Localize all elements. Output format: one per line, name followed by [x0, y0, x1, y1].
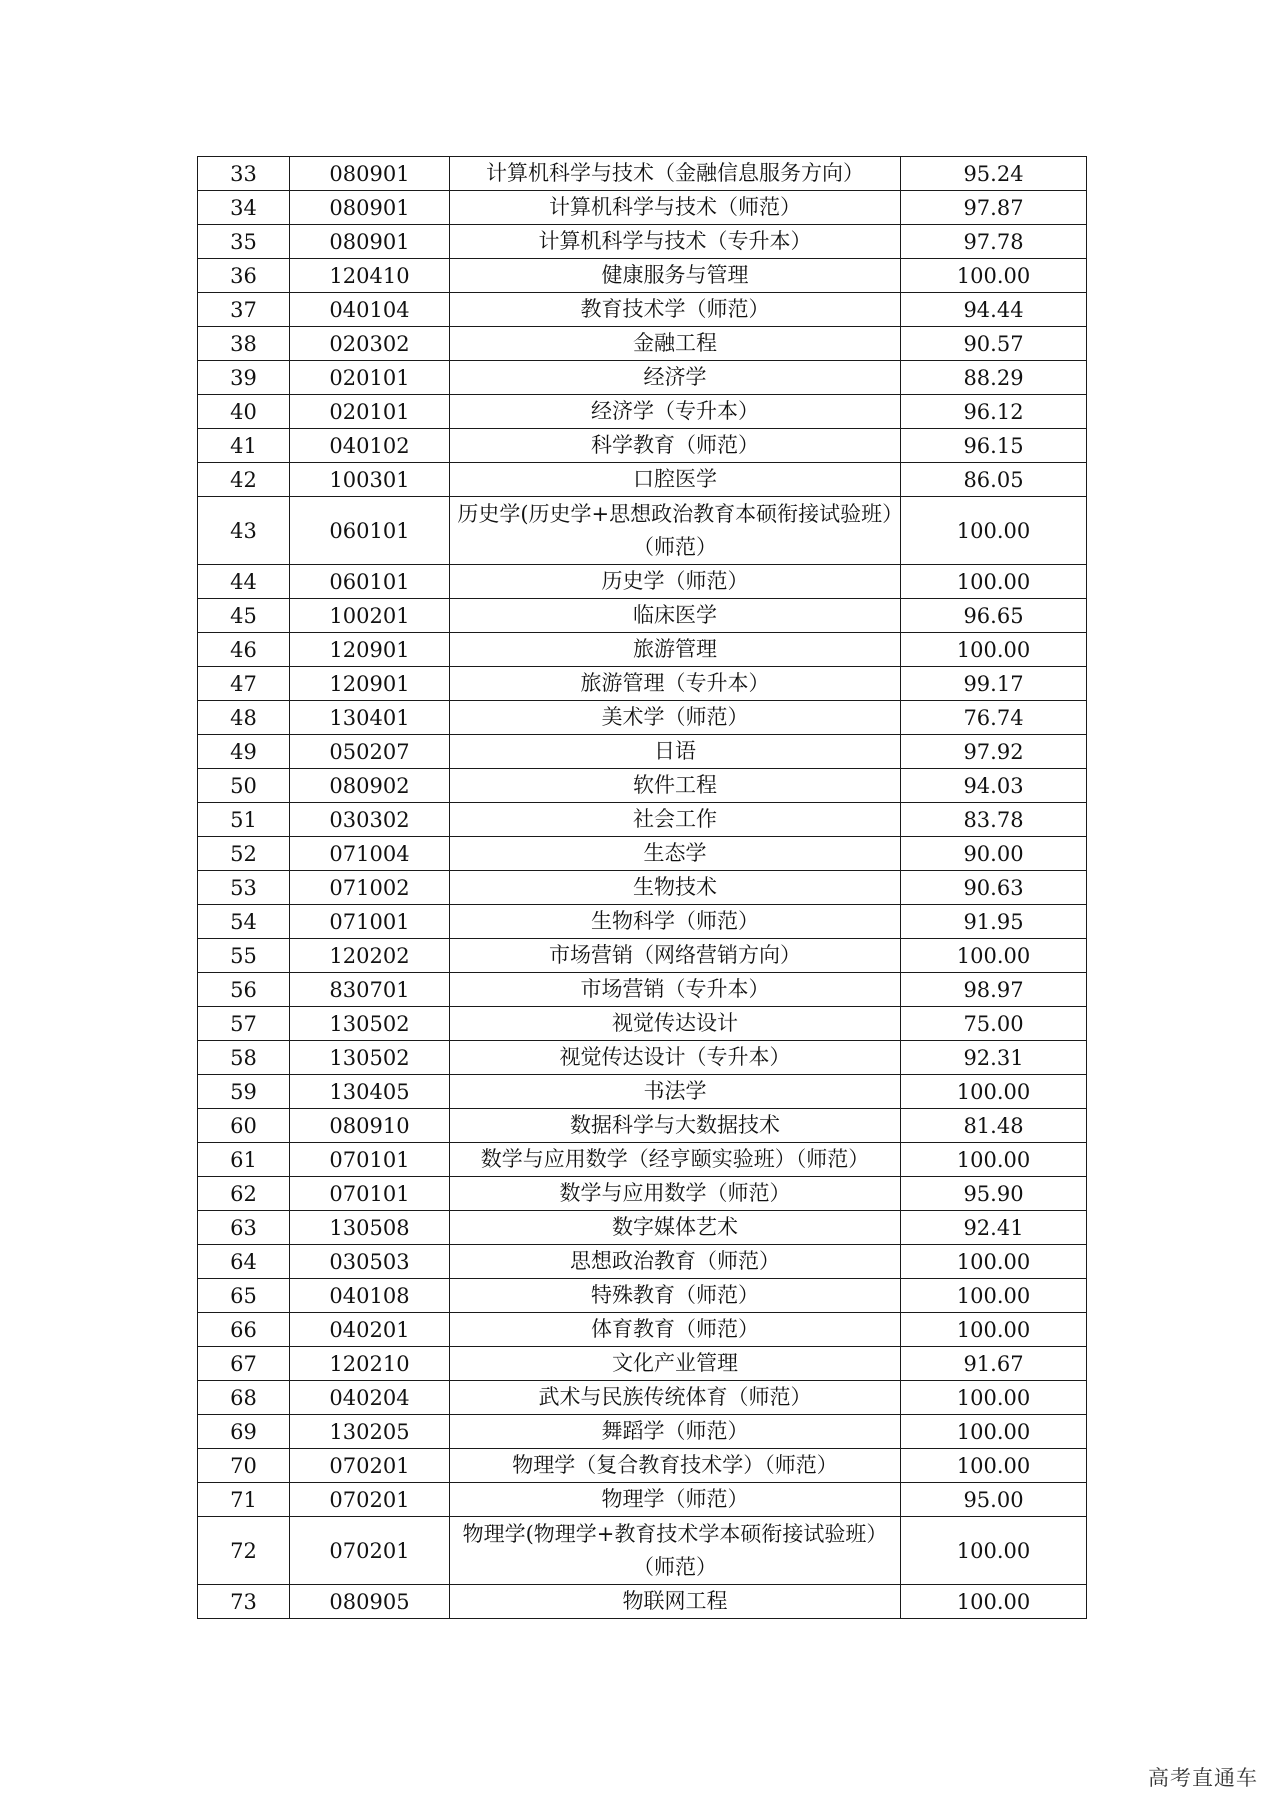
row-number: 37 [198, 293, 290, 327]
table-row [198, 837, 1087, 871]
row-number: 44 [198, 565, 290, 599]
row-number: 33 [198, 157, 290, 191]
table-row [198, 361, 1087, 395]
major-code: 030503 [290, 1245, 450, 1279]
table-row [198, 871, 1087, 905]
rate-value: 96.12 [901, 395, 1087, 429]
row-number: 69 [198, 1415, 290, 1449]
major-name: 教育技术学（师范） [450, 293, 901, 327]
major-code: 071004 [290, 837, 450, 871]
row-number: 45 [198, 599, 290, 633]
rate-value: 96.15 [901, 429, 1087, 463]
major-name: 计算机科学与技术（金融信息服务方向） [450, 157, 901, 191]
major-code: 070201 [290, 1517, 450, 1585]
major-name: 体育教育（师范） [450, 1313, 901, 1347]
rate-value: 95.00 [901, 1483, 1087, 1517]
major-name: 旅游管理 [450, 633, 901, 667]
row-number: 70 [198, 1449, 290, 1483]
table-row [198, 1585, 1087, 1619]
row-number: 66 [198, 1313, 290, 1347]
row-number: 59 [198, 1075, 290, 1109]
major-name: 物理学（复合教育技术学）（师范） [450, 1449, 901, 1483]
table-row [198, 565, 1087, 599]
row-number: 53 [198, 871, 290, 905]
major-code: 080910 [290, 1109, 450, 1143]
rate-value: 100.00 [901, 1449, 1087, 1483]
rate-value: 97.87 [901, 191, 1087, 225]
rate-value: 100.00 [901, 1517, 1087, 1585]
major-name: 市场营销（专升本） [450, 973, 901, 1007]
major-name: 口腔医学 [450, 463, 901, 497]
rate-value: 81.48 [901, 1109, 1087, 1143]
major-name: 视觉传达设计（专升本） [450, 1041, 901, 1075]
table-row [198, 225, 1087, 259]
table-row [198, 429, 1087, 463]
major-name: 生物技术 [450, 871, 901, 905]
table-row [198, 769, 1087, 803]
major-code: 071002 [290, 871, 450, 905]
major-name: 健康服务与管理 [450, 259, 901, 293]
major-name: 数学与应用数学（经亨颐实验班）（师范） [450, 1143, 901, 1177]
table-row [198, 259, 1087, 293]
major-name: 舞蹈学（师范） [450, 1415, 901, 1449]
majors-table [197, 156, 1087, 1619]
row-number: 57 [198, 1007, 290, 1041]
major-name: 计算机科学与技术（专升本） [450, 225, 901, 259]
table-row [198, 1313, 1087, 1347]
major-code: 040204 [290, 1381, 450, 1415]
major-code: 080901 [290, 157, 450, 191]
table-row [198, 1347, 1087, 1381]
table-row [198, 1279, 1087, 1313]
rate-value: 92.41 [901, 1211, 1087, 1245]
rate-value: 100.00 [901, 1279, 1087, 1313]
row-number: 38 [198, 327, 290, 361]
major-name: 武术与民族传统体育（师范） [450, 1381, 901, 1415]
row-number: 55 [198, 939, 290, 973]
major-code: 030302 [290, 803, 450, 837]
table-row [198, 1381, 1087, 1415]
rate-value: 100.00 [901, 1313, 1087, 1347]
row-number: 67 [198, 1347, 290, 1381]
major-code: 100301 [290, 463, 450, 497]
major-code: 071001 [290, 905, 450, 939]
table-row [198, 905, 1087, 939]
major-name: 数字媒体艺术 [450, 1211, 901, 1245]
rate-value: 96.65 [901, 599, 1087, 633]
rate-value: 88.29 [901, 361, 1087, 395]
table-row [198, 191, 1087, 225]
major-name: 生物科学（师范） [450, 905, 901, 939]
table-row [198, 1075, 1087, 1109]
major-code: 040104 [290, 293, 450, 327]
major-name: 物理学（师范） [450, 1483, 901, 1517]
row-number: 49 [198, 735, 290, 769]
table-row [198, 803, 1087, 837]
major-code: 060101 [290, 565, 450, 599]
rate-value: 90.57 [901, 327, 1087, 361]
major-code: 040102 [290, 429, 450, 463]
row-number: 54 [198, 905, 290, 939]
rate-value: 90.63 [901, 871, 1087, 905]
row-number: 42 [198, 463, 290, 497]
rate-value: 91.95 [901, 905, 1087, 939]
rate-value: 92.31 [901, 1041, 1087, 1075]
major-code: 040108 [290, 1279, 450, 1313]
major-name: 金融工程 [450, 327, 901, 361]
major-code: 020302 [290, 327, 450, 361]
table-row [198, 667, 1087, 701]
table-row [198, 599, 1087, 633]
rate-value: 100.00 [901, 1245, 1087, 1279]
row-number: 56 [198, 973, 290, 1007]
major-name: 特殊教育（师范） [450, 1279, 901, 1313]
row-number: 60 [198, 1109, 290, 1143]
major-name: 经济学（专升本） [450, 395, 901, 429]
rate-value: 75.00 [901, 1007, 1087, 1041]
major-code: 120202 [290, 939, 450, 973]
rate-value: 76.74 [901, 701, 1087, 735]
major-name: 物联网工程 [450, 1585, 901, 1619]
major-code: 120210 [290, 1347, 450, 1381]
rate-value: 94.44 [901, 293, 1087, 327]
row-number: 43 [198, 497, 290, 565]
major-code: 130401 [290, 701, 450, 735]
table-row [198, 497, 1087, 565]
table-row [198, 1415, 1087, 1449]
table-row [198, 1041, 1087, 1075]
major-name: 历史学(历史学+思想政治教育本硕衔接试验班）（师范） [450, 497, 901, 565]
row-number: 39 [198, 361, 290, 395]
major-name: 临床医学 [450, 599, 901, 633]
table-row [198, 1143, 1087, 1177]
row-number: 62 [198, 1177, 290, 1211]
row-number: 46 [198, 633, 290, 667]
major-name: 数据科学与大数据技术 [450, 1109, 901, 1143]
row-number: 58 [198, 1041, 290, 1075]
table-row [198, 1483, 1087, 1517]
row-number: 65 [198, 1279, 290, 1313]
rate-value: 100.00 [901, 1143, 1087, 1177]
major-name: 经济学 [450, 361, 901, 395]
major-name: 书法学 [450, 1075, 901, 1109]
row-number: 63 [198, 1211, 290, 1245]
row-number: 61 [198, 1143, 290, 1177]
major-code: 080901 [290, 225, 450, 259]
major-code: 060101 [290, 497, 450, 565]
major-code: 130502 [290, 1007, 450, 1041]
table-row [198, 395, 1087, 429]
major-code: 020101 [290, 361, 450, 395]
row-number: 40 [198, 395, 290, 429]
major-name: 文化产业管理 [450, 1347, 901, 1381]
major-code: 070201 [290, 1483, 450, 1517]
table-row [198, 1007, 1087, 1041]
major-name: 市场营销（网络营销方向） [450, 939, 901, 973]
major-code: 120901 [290, 667, 450, 701]
major-name: 历史学（师范） [450, 565, 901, 599]
major-code: 020101 [290, 395, 450, 429]
major-code: 130405 [290, 1075, 450, 1109]
major-name: 计算机科学与技术（师范） [450, 191, 901, 225]
row-number: 72 [198, 1517, 290, 1585]
major-code: 070101 [290, 1177, 450, 1211]
table-row [198, 1177, 1087, 1211]
table-row [198, 973, 1087, 1007]
major-name: 旅游管理（专升本） [450, 667, 901, 701]
major-code: 050207 [290, 735, 450, 769]
row-number: 50 [198, 769, 290, 803]
major-code: 120410 [290, 259, 450, 293]
rate-value: 100.00 [901, 259, 1087, 293]
major-name: 视觉传达设计 [450, 1007, 901, 1041]
row-number: 36 [198, 259, 290, 293]
watermark-text: 高考直通车 [1148, 1766, 1258, 1790]
rate-value: 95.24 [901, 157, 1087, 191]
row-number: 68 [198, 1381, 290, 1415]
rate-value: 100.00 [901, 497, 1087, 565]
major-name: 日语 [450, 735, 901, 769]
major-name: 物理学(物理学+教育技术学本硕衔接试验班）（师范） [450, 1517, 901, 1585]
rate-value: 97.78 [901, 225, 1087, 259]
table-row [198, 939, 1087, 973]
rate-value: 86.05 [901, 463, 1087, 497]
row-number: 73 [198, 1585, 290, 1619]
rate-value: 100.00 [901, 565, 1087, 599]
major-name: 科学教育（师范） [450, 429, 901, 463]
major-code: 830701 [290, 973, 450, 1007]
rate-value: 100.00 [901, 633, 1087, 667]
table-row [198, 327, 1087, 361]
rate-value: 94.03 [901, 769, 1087, 803]
rate-value: 95.90 [901, 1177, 1087, 1211]
major-code: 080901 [290, 191, 450, 225]
major-code: 130205 [290, 1415, 450, 1449]
rate-value: 100.00 [901, 1415, 1087, 1449]
rate-value: 90.00 [901, 837, 1087, 871]
table-row [198, 1449, 1087, 1483]
major-name: 数学与应用数学（师范） [450, 1177, 901, 1211]
major-code: 040201 [290, 1313, 450, 1347]
major-code: 120901 [290, 633, 450, 667]
table-row [198, 1211, 1087, 1245]
major-code: 130508 [290, 1211, 450, 1245]
table-row [198, 157, 1087, 191]
row-number: 35 [198, 225, 290, 259]
rate-value: 97.92 [901, 735, 1087, 769]
table-row [198, 633, 1087, 667]
major-name: 社会工作 [450, 803, 901, 837]
table-row [198, 293, 1087, 327]
row-number: 34 [198, 191, 290, 225]
major-code: 070101 [290, 1143, 450, 1177]
table-body [198, 157, 1087, 1619]
rate-value: 100.00 [901, 1585, 1087, 1619]
major-name: 美术学（师范） [450, 701, 901, 735]
rate-value: 98.97 [901, 973, 1087, 1007]
major-name: 软件工程 [450, 769, 901, 803]
rate-value: 99.17 [901, 667, 1087, 701]
table-row [198, 463, 1087, 497]
table-row [198, 1109, 1087, 1143]
major-code: 080905 [290, 1585, 450, 1619]
row-number: 64 [198, 1245, 290, 1279]
major-name: 思想政治教育（师范） [450, 1245, 901, 1279]
row-number: 41 [198, 429, 290, 463]
row-number: 71 [198, 1483, 290, 1517]
row-number: 51 [198, 803, 290, 837]
row-number: 52 [198, 837, 290, 871]
major-code: 080902 [290, 769, 450, 803]
major-name: 生态学 [450, 837, 901, 871]
rate-value: 100.00 [901, 939, 1087, 973]
major-code: 070201 [290, 1449, 450, 1483]
table-row [198, 735, 1087, 769]
major-code: 130502 [290, 1041, 450, 1075]
rate-value: 100.00 [901, 1381, 1087, 1415]
row-number: 48 [198, 701, 290, 735]
major-code: 100201 [290, 599, 450, 633]
table-row [198, 701, 1087, 735]
table-row [198, 1517, 1087, 1585]
row-number: 47 [198, 667, 290, 701]
rate-value: 91.67 [901, 1347, 1087, 1381]
rate-value: 100.00 [901, 1075, 1087, 1109]
table-row [198, 1245, 1087, 1279]
rate-value: 83.78 [901, 803, 1087, 837]
